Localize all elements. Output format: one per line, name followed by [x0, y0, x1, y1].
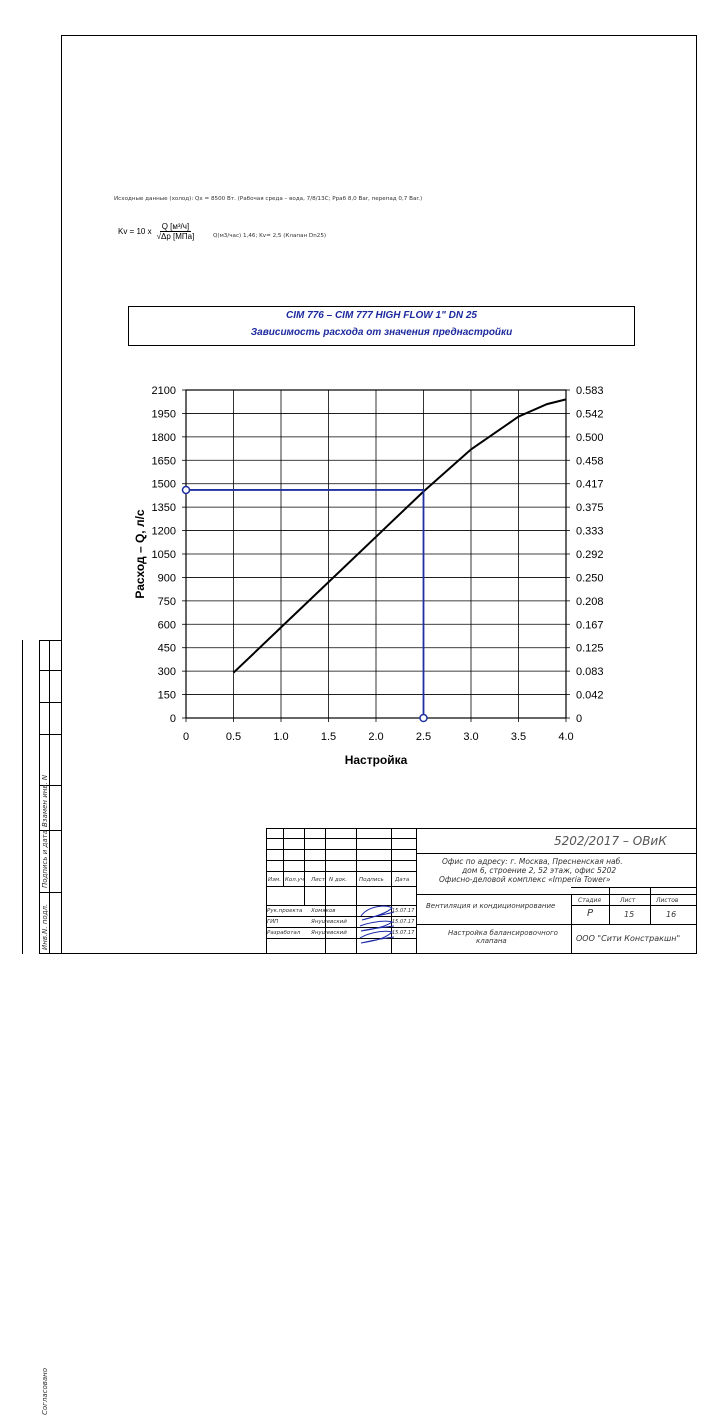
x-tick-label: 2.5: [415, 731, 432, 743]
title-block: [266, 828, 697, 954]
company-name: ООО "Сити Констракшн": [576, 934, 681, 943]
y-tick-label-left: 900: [157, 572, 176, 585]
y-tick-label-right: 0.125: [576, 642, 604, 655]
formula-numerator: Q [м³/ч]: [161, 222, 190, 231]
y-tick-label-left: 1800: [151, 431, 176, 444]
header-list: Лист: [311, 877, 325, 883]
y-tick-label-left: 1950: [151, 408, 176, 421]
chart-subtitle: Зависимость расхода от значения преднастройки: [250, 327, 513, 338]
y-tick-label-right: 0.542: [576, 408, 604, 421]
header-kol-uch: Кол.уч: [285, 877, 305, 883]
y-axis-label: Расход – Q, л/с: [133, 509, 147, 599]
address-line-2: дом 6, строение 2, 52 этаж, офис 5202: [462, 866, 617, 875]
signature-scribble: [356, 902, 398, 950]
y-tick-label-left: 1650: [151, 455, 176, 468]
x-tick-label: 0: [182, 731, 190, 743]
flow-curve: [234, 399, 567, 672]
sign-date-label: Подпись и дата: [41, 830, 49, 888]
y-tick-label-right: 0.042: [576, 689, 604, 702]
kv-formula: [118, 222, 196, 241]
y-tick-label-right: 0.083: [576, 666, 604, 679]
y-tick-label-left: 1050: [151, 549, 176, 561]
y-tick-label-left: 2100: [151, 385, 176, 397]
y-tick-label-right: 0: [576, 713, 583, 725]
section-name: Вентиляция и кондиционирование: [426, 902, 556, 910]
y-tick-label-right: 0.458: [576, 455, 604, 468]
y-tick-label-left: 1500: [151, 478, 176, 491]
document-code: 5202/2017 – ОВиК: [554, 834, 667, 848]
role-3: Разработал: [267, 930, 301, 936]
role-2-name: Янушевский: [311, 919, 347, 925]
intro-text: Исходные данные (холод): Qх = 8500 Вт. (Рабочая среда – вода, 7/8/13С; Рраб 8,0 Bar, перепад 0,7 Bar.): [114, 196, 423, 202]
y-tick-label-left: 600: [157, 619, 176, 632]
marker-point-flow: [183, 486, 190, 493]
y-tick-label-right: 0.375: [576, 502, 604, 515]
chart-title: CIM 776 – CIM 777 HIGH FLOW 1" DN 25: [286, 310, 477, 321]
x-tick-label: 1.5: [320, 731, 337, 743]
formula-denominator: √Δp [МПа]: [156, 232, 195, 241]
sheet-value: 15: [624, 910, 635, 919]
x-axis-label: Настройка: [344, 753, 408, 767]
y-tick-label-left: 300: [157, 666, 176, 679]
x-tick-label: 3.5: [510, 731, 527, 743]
y-tick-label-right: 0.292: [576, 549, 604, 561]
inv-original-label: Инв.N. подл.: [41, 903, 49, 950]
x-tick-label: 4.0: [558, 731, 574, 743]
y-tick-label-left: 0: [169, 713, 176, 725]
y-tick-label-left: 750: [157, 595, 176, 608]
sheets-value: 16: [666, 910, 677, 919]
stage-label: Стадия: [578, 897, 602, 904]
x-tick-label: 0.5: [225, 731, 242, 743]
y-tick-label-right: 0.583: [576, 385, 604, 397]
y-tick-label-right: 0.208: [576, 595, 604, 608]
formula-note: Q(м3/час) 1,46; Kv= 2,5 (Клапан Dn25): [213, 233, 327, 239]
agreed-label: Согласовано: [41, 1367, 49, 1415]
y-tick-label-left: 1350: [151, 502, 176, 515]
role-1: Рук.проекта: [267, 908, 303, 914]
role-2: ГИП: [267, 919, 279, 925]
role-3-name: Янушевский: [311, 930, 347, 936]
address-line-1: Офис по адресу: г. Москва, Пресненская наб.: [442, 857, 623, 866]
formula-lhs: Kv = 10 x: [118, 227, 152, 236]
y-tick-label-left: 1200: [151, 525, 176, 538]
role-3-date: 15.07.17: [392, 930, 415, 936]
sheet-label: Лист: [620, 897, 636, 904]
role-1-date: 15.07.17: [392, 908, 415, 914]
y-tick-label-right: 0.333: [576, 525, 604, 538]
y-tick-label-left: 150: [157, 689, 176, 702]
header-date: Дата: [395, 877, 410, 883]
sheets-label: Листов: [656, 897, 679, 904]
stage-value: Р: [587, 908, 594, 919]
role-1-name: Хомяков: [311, 908, 336, 914]
x-tick-label: 2.0: [368, 731, 384, 743]
header-n-doc: N док.: [329, 877, 348, 883]
drawing-title-line-2: клапана: [476, 937, 507, 945]
chart-title-box: [128, 306, 635, 346]
x-tick-label: 1.0: [273, 731, 289, 743]
y-tick-label-left: 450: [157, 642, 176, 655]
y-tick-label-right: 0.500: [576, 431, 604, 444]
y-tick-label-right: 0.250: [576, 572, 604, 585]
marker-point-setting: [420, 715, 427, 722]
role-2-date: 15.07.17: [392, 919, 415, 925]
address-line-3: Офисно-деловой комплекс «Imperia Tower»: [439, 875, 611, 884]
y-tick-label-right: 0.167: [576, 619, 604, 632]
header-signature: Подпись: [359, 877, 384, 883]
drawing-title-line-1: Настройка балансировочного: [448, 929, 558, 937]
y-tick-label-right: 0.417: [576, 478, 604, 491]
x-tick-label: 3.0: [463, 731, 479, 743]
flow-chart: [120, 380, 620, 780]
header-izm: Изм.: [268, 877, 281, 883]
replaced-inv-label: Взамен инв. N: [41, 774, 49, 827]
